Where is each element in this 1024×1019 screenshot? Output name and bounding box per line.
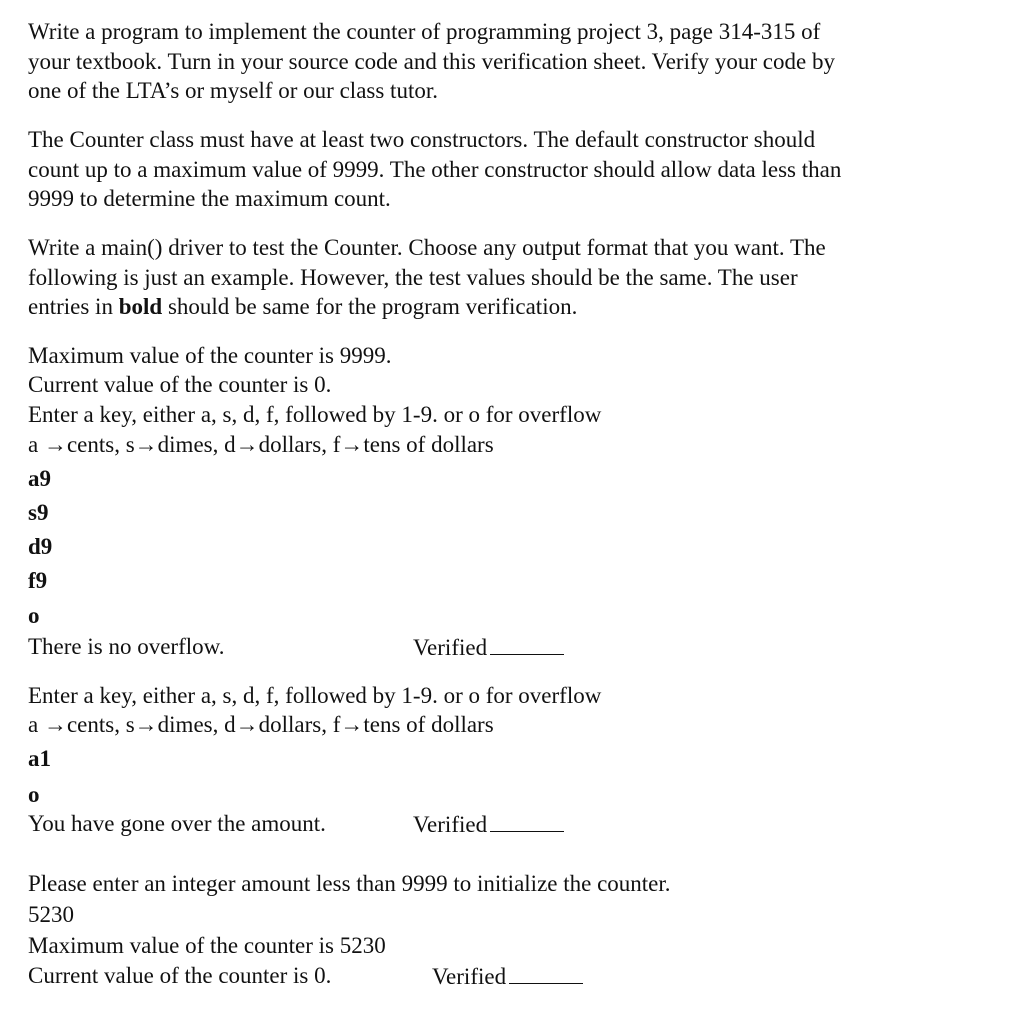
user-entry-a1: a1 (28, 746, 51, 771)
init-value: 5230 (28, 902, 74, 927)
example-prompt-1: Enter a key, either a, s, d, f, followed by 1-9. or o for overflow (28, 402, 602, 427)
example-current-line: Current value of the counter is 0. (28, 372, 332, 397)
instruction-p1-line3: one of the LTA’s or myself or our class tutor. (28, 78, 438, 103)
example-max-line: Maximum value of the counter is 9999. (28, 343, 392, 368)
instruction-p3-post: should be same for the program verification. (162, 294, 578, 319)
verified-line-1 (413, 632, 564, 662)
verified-blank-3 (509, 961, 583, 984)
verified-line-2 (413, 809, 564, 839)
verified-label-1: Verified (413, 635, 488, 660)
verified-label-3: Verified (432, 964, 507, 989)
user-entry-f9: f9 (28, 568, 48, 593)
instruction-p2-line3: 9999 to determine the maximum count. (28, 186, 391, 211)
instruction-p3-bold: bold (118, 294, 163, 319)
user-entry-s9: s9 (28, 500, 49, 525)
result-over-amount: You have gone over the amount. (28, 811, 326, 836)
verified-line-3 (432, 961, 583, 991)
instruction-p1-line1: Write a program to implement the counter of programming project 3, page 314-315 of (28, 19, 821, 44)
verified-blank-2 (490, 809, 564, 832)
example-legend-1: a →cents, s→dimes, d→dollars, f→tens of dollars (28, 432, 494, 457)
instruction-p3-line1: Write a main() driver to test the Counter. Choose any output format that you want. The (28, 235, 826, 260)
instruction-p3-pre: entries in (28, 294, 119, 319)
user-entry-o-1: o (28, 603, 40, 628)
instruction-p2-line1: The Counter class must have at least two constructors. The default constructor should (28, 127, 816, 152)
verified-label-2: Verified (413, 812, 488, 837)
example-current-line-2: Current value of the counter is 0. (28, 963, 332, 988)
example-max-line-2: Maximum value of the counter is 5230 (28, 933, 386, 958)
instruction-p3-line2: following is just an example. However, the test values should be the same. The user (28, 265, 798, 290)
user-entry-a9: a9 (28, 466, 51, 491)
result-no-overflow: There is no overflow. (28, 634, 225, 659)
user-entry-o-2: o (28, 782, 40, 807)
example-legend-2: a →cents, s→dimes, d→dollars, f→tens of dollars (28, 712, 494, 737)
instruction-p1-line2: your textbook. Turn in your source code and this verification sheet. Verify your code by (28, 49, 835, 74)
instruction-p2-line2: count up to a maximum value of 9999. The other constructor should allow data less than (28, 157, 842, 182)
example-prompt-2: Enter a key, either a, s, d, f, followed by 1-9. or o for overflow (28, 683, 602, 708)
instruction-p3-line3 (28, 292, 577, 321)
init-prompt: Please enter an integer amount less than 9999 to initialize the counter. (28, 871, 671, 896)
verified-blank-1 (490, 632, 564, 655)
user-entry-d9: d9 (28, 534, 53, 559)
